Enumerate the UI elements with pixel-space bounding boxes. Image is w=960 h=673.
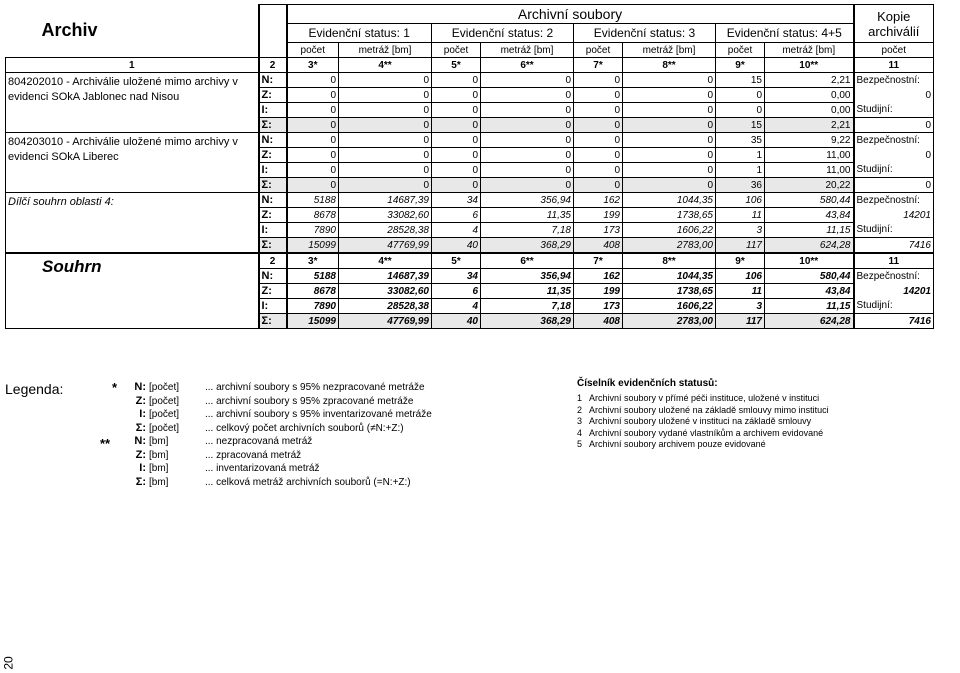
row-label: I: [259, 103, 287, 118]
status-codebook-list [577, 393, 829, 451]
value-cell: 11,35 [481, 208, 574, 223]
value-cell: 0 [287, 148, 339, 163]
status-45-heading: Evidenční status: 4+5 [716, 24, 854, 43]
study-copies-value: 0 [854, 178, 934, 193]
value-cell: 0 [481, 133, 574, 148]
value-cell: 199 [574, 208, 623, 223]
value-cell: 1606,22 [623, 223, 716, 238]
column-number: 2 [259, 253, 287, 269]
value-cell: 0 [432, 103, 481, 118]
row-label: Z: [259, 148, 287, 163]
value-cell: 0 [287, 133, 339, 148]
value-cell: 43,84 [765, 284, 854, 299]
data-row [6, 133, 934, 148]
row-label: Z: [259, 284, 287, 299]
count-heading: počet [432, 43, 481, 58]
row-label: I: [259, 299, 287, 314]
legend-description: ... archivní soubory s 95% inventarizované metráže [205, 409, 432, 420]
archive-files-heading: Archivní soubory [287, 5, 854, 24]
value-cell: 173 [574, 223, 623, 238]
value-cell: 0 [339, 118, 432, 133]
value-cell: 356,94 [481, 269, 574, 284]
value-cell: 2783,00 [623, 314, 716, 329]
value-cell: 624,28 [765, 314, 854, 329]
value-cell: 8678 [287, 284, 339, 299]
column-number: 10** [765, 58, 854, 73]
block-title: 804203010 - Archiválie uložené mimo archivy v evidenci SOkA Liberec [6, 133, 259, 193]
value-cell: 34 [432, 193, 481, 208]
value-cell: 2783,00 [623, 238, 716, 254]
value-cell: 106 [716, 193, 765, 208]
status-codebook-item: 1 Archivní soubory v přímé péči instituce, uložené v instituci [577, 393, 820, 403]
row-label: Σ: [259, 118, 287, 133]
legend-key: Z: [135, 448, 146, 461]
value-cell: 0 [339, 88, 432, 103]
column-number: 7* [574, 253, 623, 269]
value-cell: 0 [339, 133, 432, 148]
value-cell: 6 [432, 208, 481, 223]
legend-key: Z: [135, 394, 146, 407]
length-heading: metráž [bm] [765, 43, 854, 58]
column-number: 8** [623, 253, 716, 269]
value-cell: 0 [432, 73, 481, 88]
value-cell: 1044,35 [623, 269, 716, 284]
column-number: 6** [481, 253, 574, 269]
row-label: Σ: [259, 314, 287, 329]
value-cell: 5188 [287, 269, 339, 284]
legend-description: ... celkový počet archivních souborů (≠N:+Z:) [205, 422, 404, 434]
value-cell: 0 [339, 163, 432, 178]
value-cell: 40 [432, 238, 481, 254]
value-cell: 106 [716, 269, 765, 284]
value-cell: 0 [432, 133, 481, 148]
column-number: 10** [765, 253, 854, 269]
block-title: 804202010 - Archiválie uložené mimo archivy v evidenci SOkA Jablonec nad Nisou [6, 73, 259, 133]
value-cell: 11,15 [765, 299, 854, 314]
legend-key: N: [134, 381, 146, 393]
status-codebook-item: 2 Archivní soubory uložené na základě smlouvy mimo instituci [577, 404, 829, 415]
legend-star-double: ** [100, 436, 111, 451]
row-label: N: [259, 269, 287, 284]
legend-item [120, 381, 480, 395]
column-number: 4** [339, 253, 432, 269]
column-number: 3* [287, 253, 339, 269]
value-cell: 0,00 [765, 103, 854, 118]
status-1-heading: Evidenční status: 1 [287, 24, 432, 43]
legend-key: I: [139, 408, 146, 420]
value-cell: 47769,99 [339, 314, 432, 329]
value-cell: 0 [287, 178, 339, 193]
row-label: I: [259, 163, 287, 178]
value-cell: 0 [287, 118, 339, 133]
value-cell: 11 [716, 208, 765, 223]
value-cell: 0 [574, 118, 623, 133]
value-cell: 0 [623, 133, 716, 148]
value-cell: 0 [574, 133, 623, 148]
value-cell: 356,94 [481, 193, 574, 208]
value-cell: 8678 [287, 208, 339, 223]
row-label: N: [259, 193, 287, 208]
column-number: 1 [6, 58, 259, 73]
value-cell: 0 [623, 103, 716, 118]
value-cell: 11 [716, 284, 765, 299]
value-cell: 2,21 [765, 73, 854, 88]
value-cell: 0 [481, 103, 574, 118]
row-label: N: [259, 73, 287, 88]
legend-star-single: * [112, 380, 118, 395]
column-number: 5* [432, 58, 481, 73]
value-cell: 408 [574, 314, 623, 329]
value-cell: 0 [339, 103, 432, 118]
column-number: 7* [574, 58, 623, 73]
value-cell: 35 [716, 133, 765, 148]
value-cell: 0 [339, 178, 432, 193]
value-cell: 0 [623, 163, 716, 178]
value-cell: 0 [481, 163, 574, 178]
legend-item [120, 422, 480, 436]
summary-title: Souhrn [6, 253, 259, 329]
value-cell: 43,84 [765, 208, 854, 223]
value-cell: 1606,22 [623, 299, 716, 314]
row-label: Σ: [259, 178, 287, 193]
column-number: 9* [716, 58, 765, 73]
value-cell: 7890 [287, 299, 339, 314]
status-codebook-item: 4 Archivní soubory vydané vlastníkům a archivem evidované [577, 427, 824, 438]
value-cell: 0 [287, 163, 339, 178]
column-number: 3* [287, 58, 339, 73]
value-cell: 0 [287, 88, 339, 103]
count-heading: počet [716, 43, 765, 58]
value-cell: 580,44 [765, 269, 854, 284]
value-cell: 1738,65 [623, 208, 716, 223]
status-codebook-item: 3 Archivní soubory uložené v instituci na základě smlouvy [577, 416, 812, 426]
legend-description: ... nezpracovaná metráž [205, 436, 313, 447]
value-cell: 0 [481, 73, 574, 88]
archive-table [5, 4, 934, 329]
summary-number-row [6, 253, 934, 269]
block-title: Dílčí souhrn oblasti 4: [6, 193, 259, 254]
value-cell: 0 [623, 148, 716, 163]
legend-item [120, 449, 480, 463]
security-copies-label: Bezpečnostní: [854, 133, 934, 148]
value-cell: 173 [574, 299, 623, 314]
study-copies-value: 7416 [854, 238, 934, 254]
value-cell: 6 [432, 284, 481, 299]
value-cell: 580,44 [765, 193, 854, 208]
legend-unit: [bm] [149, 436, 169, 447]
value-cell: 0 [623, 88, 716, 103]
column-number: 5* [432, 253, 481, 269]
value-cell: 40 [432, 314, 481, 329]
value-cell: 2,21 [765, 118, 854, 133]
value-cell: 1738,65 [623, 284, 716, 299]
value-cell: 0 [716, 88, 765, 103]
value-cell: 9,22 [765, 133, 854, 148]
value-cell: 34 [432, 269, 481, 284]
page-number: 20 [1, 656, 16, 670]
value-cell: 4 [432, 223, 481, 238]
study-copies-label: Studijní: [854, 163, 934, 178]
row-label: Z: [259, 208, 287, 223]
value-cell: 624,28 [765, 238, 854, 254]
column-number: 8** [623, 58, 716, 73]
value-cell: 0 [623, 178, 716, 193]
count-heading: počet [574, 43, 623, 58]
value-cell: 14687,39 [339, 269, 432, 284]
value-cell: 0 [481, 118, 574, 133]
row-label: Σ: [259, 238, 287, 254]
security-copies-value: 14201 [854, 284, 934, 299]
value-cell: 0 [481, 88, 574, 103]
value-cell: 11,00 [765, 163, 854, 178]
value-cell: 0 [432, 148, 481, 163]
value-cell: 162 [574, 269, 623, 284]
legend-description: ... zpracovaná metráž [205, 449, 302, 461]
column-number: 9* [716, 253, 765, 269]
value-cell: 15 [716, 73, 765, 88]
value-cell: 368,29 [481, 238, 574, 254]
security-copies-value: 0 [854, 148, 934, 163]
column-number: 11 [854, 253, 934, 269]
value-cell: 0 [623, 118, 716, 133]
column-number: 4** [339, 58, 432, 73]
value-cell: 15 [716, 118, 765, 133]
value-cell: 0 [574, 163, 623, 178]
legend-unit: [bm] [149, 449, 169, 461]
study-copies-label: Studijní: [854, 103, 934, 118]
value-cell: 368,29 [481, 314, 574, 329]
copies-count-heading: počet [854, 43, 934, 58]
value-cell: 117 [716, 314, 765, 329]
value-cell: 1 [716, 148, 765, 163]
legend-key: Σ: [135, 475, 146, 488]
length-heading: metráž [bm] [339, 43, 432, 58]
value-cell: 36 [716, 178, 765, 193]
value-cell: 15099 [287, 314, 339, 329]
value-cell: 3 [716, 223, 765, 238]
legend-unit: [počet] [149, 409, 180, 420]
value-cell: 15099 [287, 238, 339, 254]
status-codebook-title: Číselník evidenčních statusů: [577, 378, 718, 389]
value-cell: 0 [716, 103, 765, 118]
row-label: Z: [259, 88, 287, 103]
legend-key: Σ: [135, 421, 146, 434]
security-copies-value: 0 [854, 88, 934, 103]
data-row [6, 193, 934, 208]
legend-unit: [bm] [149, 476, 169, 488]
archive-copies-heading: Kopie archiválií [854, 5, 934, 43]
value-cell: 0 [574, 73, 623, 88]
study-copies-label: Studijní: [854, 223, 934, 238]
value-cell: 11,35 [481, 284, 574, 299]
value-cell: 14687,39 [339, 193, 432, 208]
value-cell: 0 [574, 88, 623, 103]
study-copies-value: 7416 [854, 314, 934, 329]
length-heading: metráž [bm] [623, 43, 716, 58]
legend-unit: [počet] [149, 422, 180, 434]
legend-item [120, 476, 480, 490]
column-number: 2 [259, 58, 287, 73]
value-cell: 0 [623, 73, 716, 88]
legend-item [120, 435, 480, 449]
archive-heading: Archiv [6, 5, 259, 58]
value-cell: 0 [432, 163, 481, 178]
value-cell: 0 [574, 178, 623, 193]
legend-key: N: [134, 435, 146, 447]
value-cell: 11,15 [765, 223, 854, 238]
legend-description: ... inventarizovaná metráž [205, 463, 320, 474]
value-cell: 0 [481, 148, 574, 163]
value-cell: 0 [339, 73, 432, 88]
legend-description: ... archivní soubory s 95% zpracované metráže [205, 395, 414, 407]
row-label: I: [259, 223, 287, 238]
legend-description: ... archivní soubory s 95% nezpracované metráže [205, 382, 425, 393]
row-label: N: [259, 133, 287, 148]
status-3-heading: Evidenční status: 3 [574, 24, 716, 43]
status-codebook-item: 5 Archivní soubory archivem pouze evidované [577, 439, 766, 449]
value-cell: 0 [339, 148, 432, 163]
value-cell: 0 [287, 103, 339, 118]
value-cell: 0 [574, 103, 623, 118]
value-cell: 5188 [287, 193, 339, 208]
legend-key: I: [139, 462, 146, 474]
security-copies-label: Bezpečnostní: [854, 269, 934, 284]
value-cell: 33082,60 [339, 284, 432, 299]
column-number: 6** [481, 58, 574, 73]
data-row [6, 73, 934, 88]
value-cell: 0 [481, 178, 574, 193]
value-cell: 1044,35 [623, 193, 716, 208]
value-cell: 1 [716, 163, 765, 178]
legend-list [120, 381, 480, 489]
value-cell: 0 [432, 178, 481, 193]
security-copies-label: Bezpečnostní: [854, 73, 934, 88]
value-cell: 7890 [287, 223, 339, 238]
value-cell: 162 [574, 193, 623, 208]
value-cell: 0,00 [765, 88, 854, 103]
value-cell: 408 [574, 238, 623, 254]
count-heading: počet [287, 43, 339, 58]
value-cell: 0 [574, 148, 623, 163]
legend-item [120, 462, 480, 476]
legend-unit: [bm] [149, 463, 169, 474]
legend-title: Legenda: [5, 381, 64, 397]
value-cell: 47769,99 [339, 238, 432, 254]
value-cell: 199 [574, 284, 623, 299]
column-number-row [6, 58, 934, 73]
value-cell: 4 [432, 299, 481, 314]
status-2-heading: Evidenční status: 2 [432, 24, 574, 43]
value-cell: 0 [432, 118, 481, 133]
length-heading: metráž [bm] [481, 43, 574, 58]
value-cell: 7,18 [481, 299, 574, 314]
header-blank [259, 5, 287, 58]
legend-description: ... celková metráž archivních souborů (=N:+Z:) [205, 476, 411, 488]
security-copies-value: 14201 [854, 208, 934, 223]
value-cell: 0 [287, 73, 339, 88]
study-copies-value: 0 [854, 118, 934, 133]
value-cell: 33082,60 [339, 208, 432, 223]
value-cell: 3 [716, 299, 765, 314]
header-row-title [6, 5, 934, 24]
security-copies-label: Bezpečnostní: [854, 193, 934, 208]
value-cell: 117 [716, 238, 765, 254]
column-number: 11 [854, 58, 934, 73]
legend-unit: [počet] [149, 395, 180, 407]
legend-unit: [počet] [149, 382, 180, 393]
value-cell: 28528,38 [339, 223, 432, 238]
value-cell: 11,00 [765, 148, 854, 163]
legend-item [120, 408, 480, 422]
value-cell: 7,18 [481, 223, 574, 238]
value-cell: 20,22 [765, 178, 854, 193]
legend-item [120, 395, 480, 409]
value-cell: 0 [432, 88, 481, 103]
study-copies-label: Studijní: [854, 299, 934, 314]
value-cell: 28528,38 [339, 299, 432, 314]
